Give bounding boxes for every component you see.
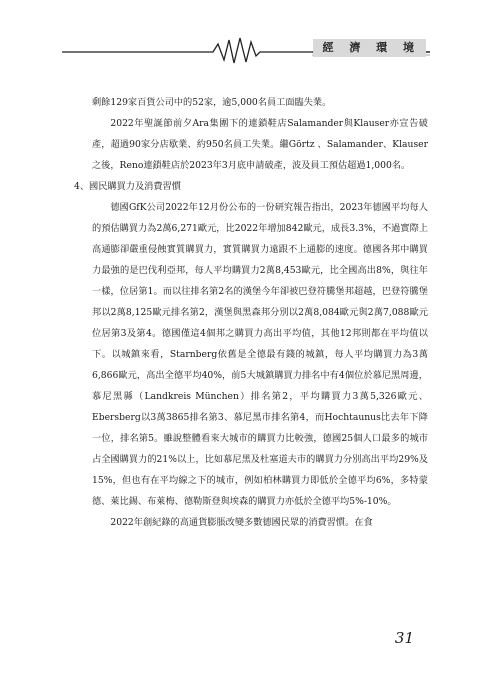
- section-heading: 4、國民購買力及消費習慣: [74, 181, 181, 192]
- page-number: 31: [394, 629, 414, 647]
- paragraph: 2022年創紀錄的高通貨膨脹改變多數德國民眾的消費習慣。在食: [110, 517, 373, 528]
- paragraph: 2022年聖誕節前夕Ara集團下的連鎖鞋店Salamander與Klauser亦宣告破產，超過90家分店歇業、約950名員工失業。繼Görtz 、Salamander、Klauser之後，Reno連鎖鞋店於2023年3月底申請破產，波及員工預估超過1,000名。: [92, 118, 428, 171]
- paragraph: 剩餘129家百貨公司中的52家，逾5,000名員工面臨失業。: [92, 97, 332, 108]
- section-title: 經 濟 環 境: [313, 39, 427, 57]
- article-body: [74, 92, 428, 533]
- page-header: [0, 0, 480, 70]
- paragraph: 德國GfK公司2022年12月份公布的一份研究報告指出，2023年德國平均每人的預估購買力為2萬6,271歐元，比2022年增加842歐元，成長3.3%，不過實際上高通膨卻嚴重侵蝕實質購買力，實質購買力遠跟不上通膨的速度。德國各邦中購買力最強的是巴伐利亞邦，每人平均購買力2萬8,453歐元，比全國高出8%，與往年一樣，位居第1。而以往排名第2名的漢堡今年卻被巴登符騰堡邦超越，巴登符騰堡邦以2萬8,125歐元排名第2，漢堡與黑森邦分別以2萬8,084歐元與2萬7,088歐元位居第3及第4。德國僅這4個邦之購買力高出平均值，其他12邦則都在平均值以下。以城鎮來看，Starnberg依舊是全德最有錢的城鎮，每人平均購買力為3萬6,866歐元，高出全德平均40%，前5大城鎮購買力排名中有4個位於慕尼黑周邊，慕尼黑縣（Landkreis München）排名第2，平均購買力3萬5,326歐元、Ebersberg以3萬3865排名第3、慕尼黑市排名第4，而Hochtaunus比去年下降一位，排名第5。雖說整體看來大城市的購買力比較強，德國25個人口最多的城市占全國購買力的21%以上，比如慕尼黑及杜塞道夫市的購買力分別高出平均29%及15%，但也有在平均線之下的城市，例如柏林購買力即低於全德平均6%，多特蒙德、萊比錫、布萊梅、德勒斯登與埃森的購買力亦低於全德平均5%-10%。: [92, 202, 428, 507]
- header-pulse-line: [0, 0, 480, 70]
